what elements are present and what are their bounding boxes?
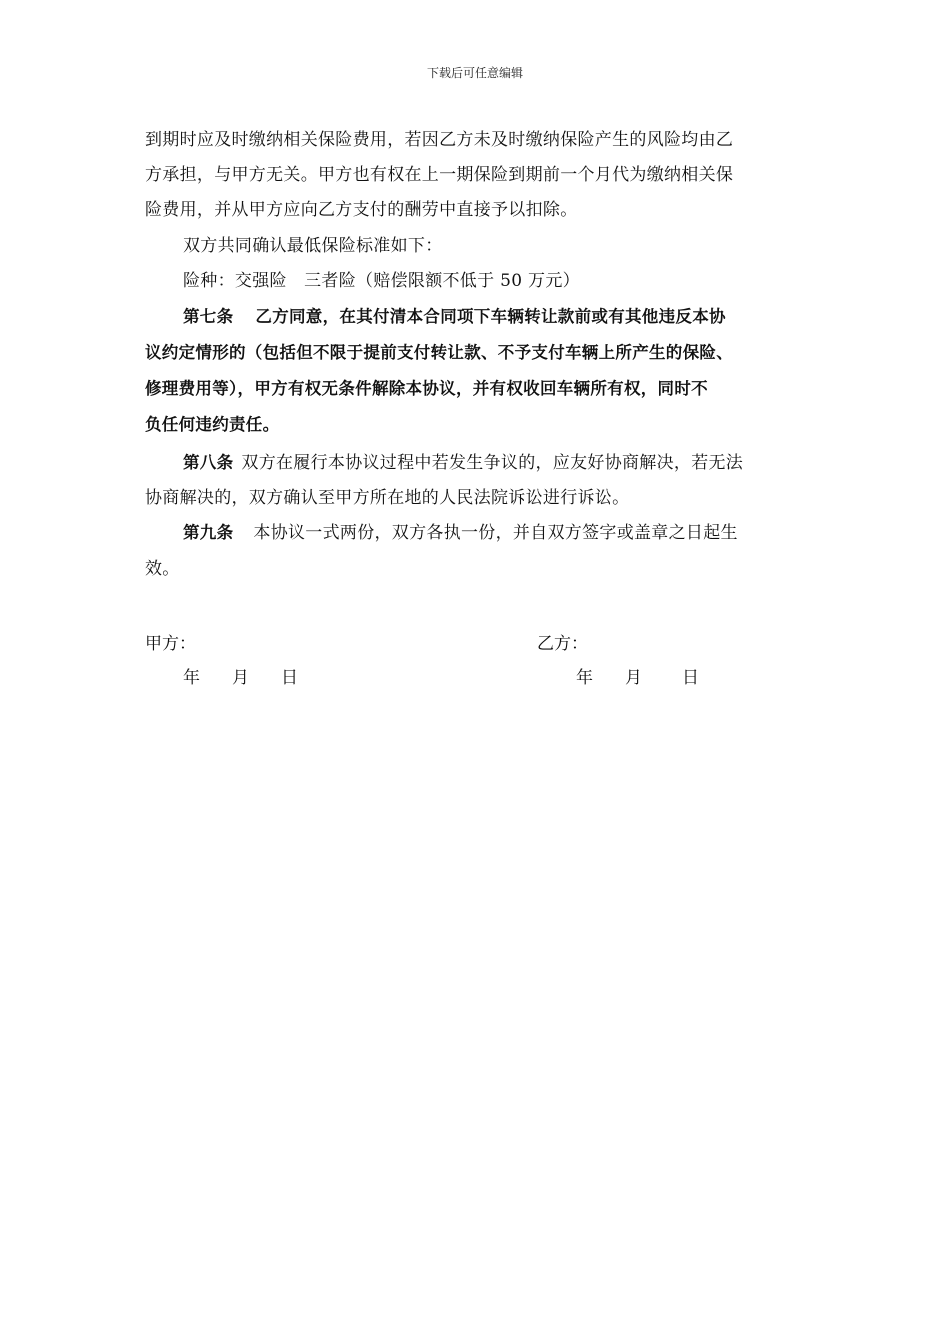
page-header: 下载后可任意编辑	[426, 66, 523, 80]
article-9-label: 第九条	[183, 523, 234, 542]
party-b-label: 乙方：	[537, 634, 588, 654]
paragraph-line: 双方共同确认最低保险标准如下：	[183, 236, 443, 256]
article-7-line: 修理费用等），甲方有权无条件解除本协议，并有权收回车辆所有权，同时不	[145, 379, 708, 398]
day-label: 日	[281, 668, 298, 688]
day-label: 日	[682, 668, 699, 688]
month-label: 月	[232, 668, 249, 688]
article-7-label: 第七条	[183, 307, 234, 326]
article-8-line	[183, 451, 853, 475]
party-a-date	[183, 663, 298, 688]
article-7-line: 议约定情形的（包括但不限于提前支付转让款、不予支付车辆上所产生的保险、	[145, 343, 733, 362]
article-7-line: 负任何违约责任。	[145, 415, 280, 434]
year-label: 年	[183, 668, 200, 688]
article-8-line: 协商解决的，双方确认至甲方所在地的人民法院诉讼进行诉讼。	[145, 488, 630, 508]
year-label: 年	[576, 668, 593, 688]
article-8-label: 第八条	[183, 453, 234, 472]
article-9-line	[183, 521, 853, 545]
paragraph-line: 险种：交强险 三者险（赔偿限额不低于 50 万元）	[183, 271, 580, 291]
month-label: 月	[625, 668, 642, 688]
paragraph-line: 方承担，与甲方无关。甲方也有权在上一期保险到期前一个月代为缴纳相关保	[145, 165, 734, 185]
article-9-line: 效。	[145, 559, 180, 579]
article-7-line	[183, 305, 853, 329]
party-b-date	[576, 663, 699, 688]
article-7-text: 乙方同意，在其付清本合同项下车辆转让款前或有其他违反本协	[255, 307, 726, 326]
paragraph-line: 险费用，并从甲方应向乙方支付的酬劳中直接予以扣除。	[145, 200, 578, 220]
paragraph-line: 到期时应及时缴纳相关保险费用，若因乙方未及时缴纳保险产生的风险均由乙	[145, 130, 734, 150]
article-9-text: 本协议一式两份，双方各执一份，并自双方签字或盖章之日起生	[253, 523, 738, 543]
article-8-text: 双方在履行本协议过程中若发生争议的，应友好协商解决，若无法	[241, 453, 744, 473]
party-a-label: 甲方：	[145, 634, 196, 654]
